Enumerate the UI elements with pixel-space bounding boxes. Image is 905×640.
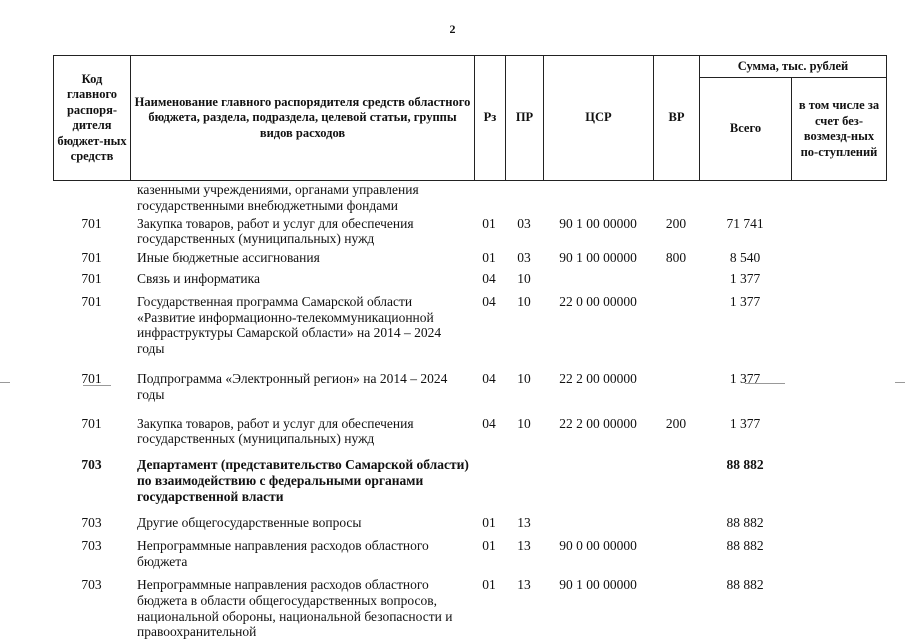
header-code: Код главного распоря-дителя бюджет-ных средств xyxy=(54,56,131,181)
cell-code: 701 xyxy=(81,270,102,286)
cell-vr: 200 xyxy=(665,415,687,431)
header-csr: ЦСР xyxy=(544,56,654,181)
cell-total: 1 377 xyxy=(729,370,761,386)
cell-vr: 200 xyxy=(665,215,687,231)
cell-total: 1 377 xyxy=(729,415,761,431)
cell-total: 1 377 xyxy=(729,293,761,309)
table-row xyxy=(53,216,886,248)
cell-rz: 01 xyxy=(482,250,496,266)
cell-pr: 10 xyxy=(517,370,531,386)
cell-total: 88 882 xyxy=(726,576,764,592)
cell-csr: 90 0 00 00000 xyxy=(559,538,637,554)
scan-mark xyxy=(745,383,785,384)
cell-total: 8 540 xyxy=(729,250,761,266)
table-row xyxy=(53,515,886,531)
cell-name: Непрограммные направления расходов областного бюджета xyxy=(137,538,429,570)
cell-code: 703 xyxy=(81,514,102,530)
cell-name: казенными учреждениями, органами управления государственными внебюджетными фондами xyxy=(137,182,419,213)
table-row xyxy=(53,538,886,570)
table-row xyxy=(53,457,886,504)
cell-code: 701 xyxy=(81,215,102,231)
cell-rz: 01 xyxy=(482,576,496,592)
cell-name: Связь и информатика xyxy=(137,270,260,286)
header-incl: в том числе за счет без-возмезд-ных по-ступлений xyxy=(792,78,887,181)
cell-code: 701 xyxy=(81,415,102,431)
header-total: Всего xyxy=(700,78,792,181)
cell-pr: 03 xyxy=(517,250,531,266)
cell-csr: 22 2 00 00000 xyxy=(559,415,637,431)
cell-pr: 13 xyxy=(517,538,531,554)
cell-code: 701 xyxy=(81,293,102,309)
scan-mark xyxy=(83,385,111,386)
cell-code: 701 xyxy=(81,250,102,266)
cell-rz: 04 xyxy=(482,370,496,386)
page-number: 2 xyxy=(449,22,456,36)
margin-mark xyxy=(0,382,10,383)
cell-total: 1 377 xyxy=(729,270,761,286)
cell-name: Непрограммные направления расходов областного бюджета в области общегосударственных вопросов, национальной обороны, национальной безопасности и правоохранительной xyxy=(137,576,453,640)
cell-rz: 01 xyxy=(482,215,496,231)
cell-vr: 800 xyxy=(665,250,687,266)
cell-name: Закупка товаров, работ и услуг для обеспечения государственных (муниципальных) нужд xyxy=(137,215,414,247)
cell-total: 88 882 xyxy=(726,514,764,530)
cell-code: 701 xyxy=(81,370,102,386)
cell-code: 703 xyxy=(81,538,102,554)
cell-code: 703 xyxy=(81,457,102,473)
cell-name: Иные бюджетные ассигнования xyxy=(137,250,320,266)
cell-total: 71 741 xyxy=(726,215,764,231)
table-row xyxy=(53,416,886,448)
table-row xyxy=(53,294,886,357)
cell-total: 88 882 xyxy=(726,457,764,473)
table-row xyxy=(53,271,886,287)
cell-pr: 10 xyxy=(517,415,531,431)
table-row xyxy=(53,371,886,403)
cell-name: Подпрограмма «Электронный регион» на 2014 – 2024 годы xyxy=(137,370,448,402)
table-header xyxy=(53,55,887,181)
cell-rz: 04 xyxy=(482,293,496,309)
table-row xyxy=(53,182,886,214)
header-pr: ПР xyxy=(506,56,544,181)
cell-csr: 90 1 00 00000 xyxy=(559,250,637,266)
table-row xyxy=(53,577,886,640)
cell-name: Закупка товаров, работ и услуг для обеспечения государственных (муниципальных) нужд xyxy=(137,415,414,447)
margin-mark xyxy=(895,382,905,383)
cell-total: 88 882 xyxy=(726,538,764,554)
cell-csr: 22 0 00 00000 xyxy=(559,293,637,309)
cell-pr: 13 xyxy=(517,576,531,592)
cell-rz: 04 xyxy=(482,415,496,431)
cell-pr: 13 xyxy=(517,514,531,530)
cell-name: Департамент (представительство Самарской области) по взаимодействию с федеральными органами государственной власти xyxy=(137,457,469,504)
cell-pr: 03 xyxy=(517,215,531,231)
cell-rz: 04 xyxy=(482,270,496,286)
table-body xyxy=(53,182,886,640)
cell-name: Другие общегосударственные вопросы xyxy=(137,514,362,530)
header-name: Наименование главного распорядителя средств областного бюджета, раздела, подраздела, целевой статьи, группы видов расходов xyxy=(131,56,475,181)
cell-csr: 22 2 00 00000 xyxy=(559,370,637,386)
cell-csr: 90 1 00 00000 xyxy=(559,215,637,231)
cell-pr: 10 xyxy=(517,270,531,286)
cell-rz: 01 xyxy=(482,514,496,530)
header-sum-group: Сумма, тыс. рублей xyxy=(700,56,887,78)
cell-pr: 10 xyxy=(517,293,531,309)
table-row xyxy=(53,250,886,266)
cell-name: Государственная программа Самарской области «Развитие информационно-телекоммуникационной инфраструктуры Самарской области» на 2014 – 2024 годы xyxy=(137,293,442,357)
cell-csr: 90 1 00 00000 xyxy=(559,576,637,592)
cell-code: 703 xyxy=(81,576,102,592)
header-rz: Рз xyxy=(475,56,506,181)
cell-rz: 01 xyxy=(482,538,496,554)
header-vr: ВР xyxy=(654,56,700,181)
